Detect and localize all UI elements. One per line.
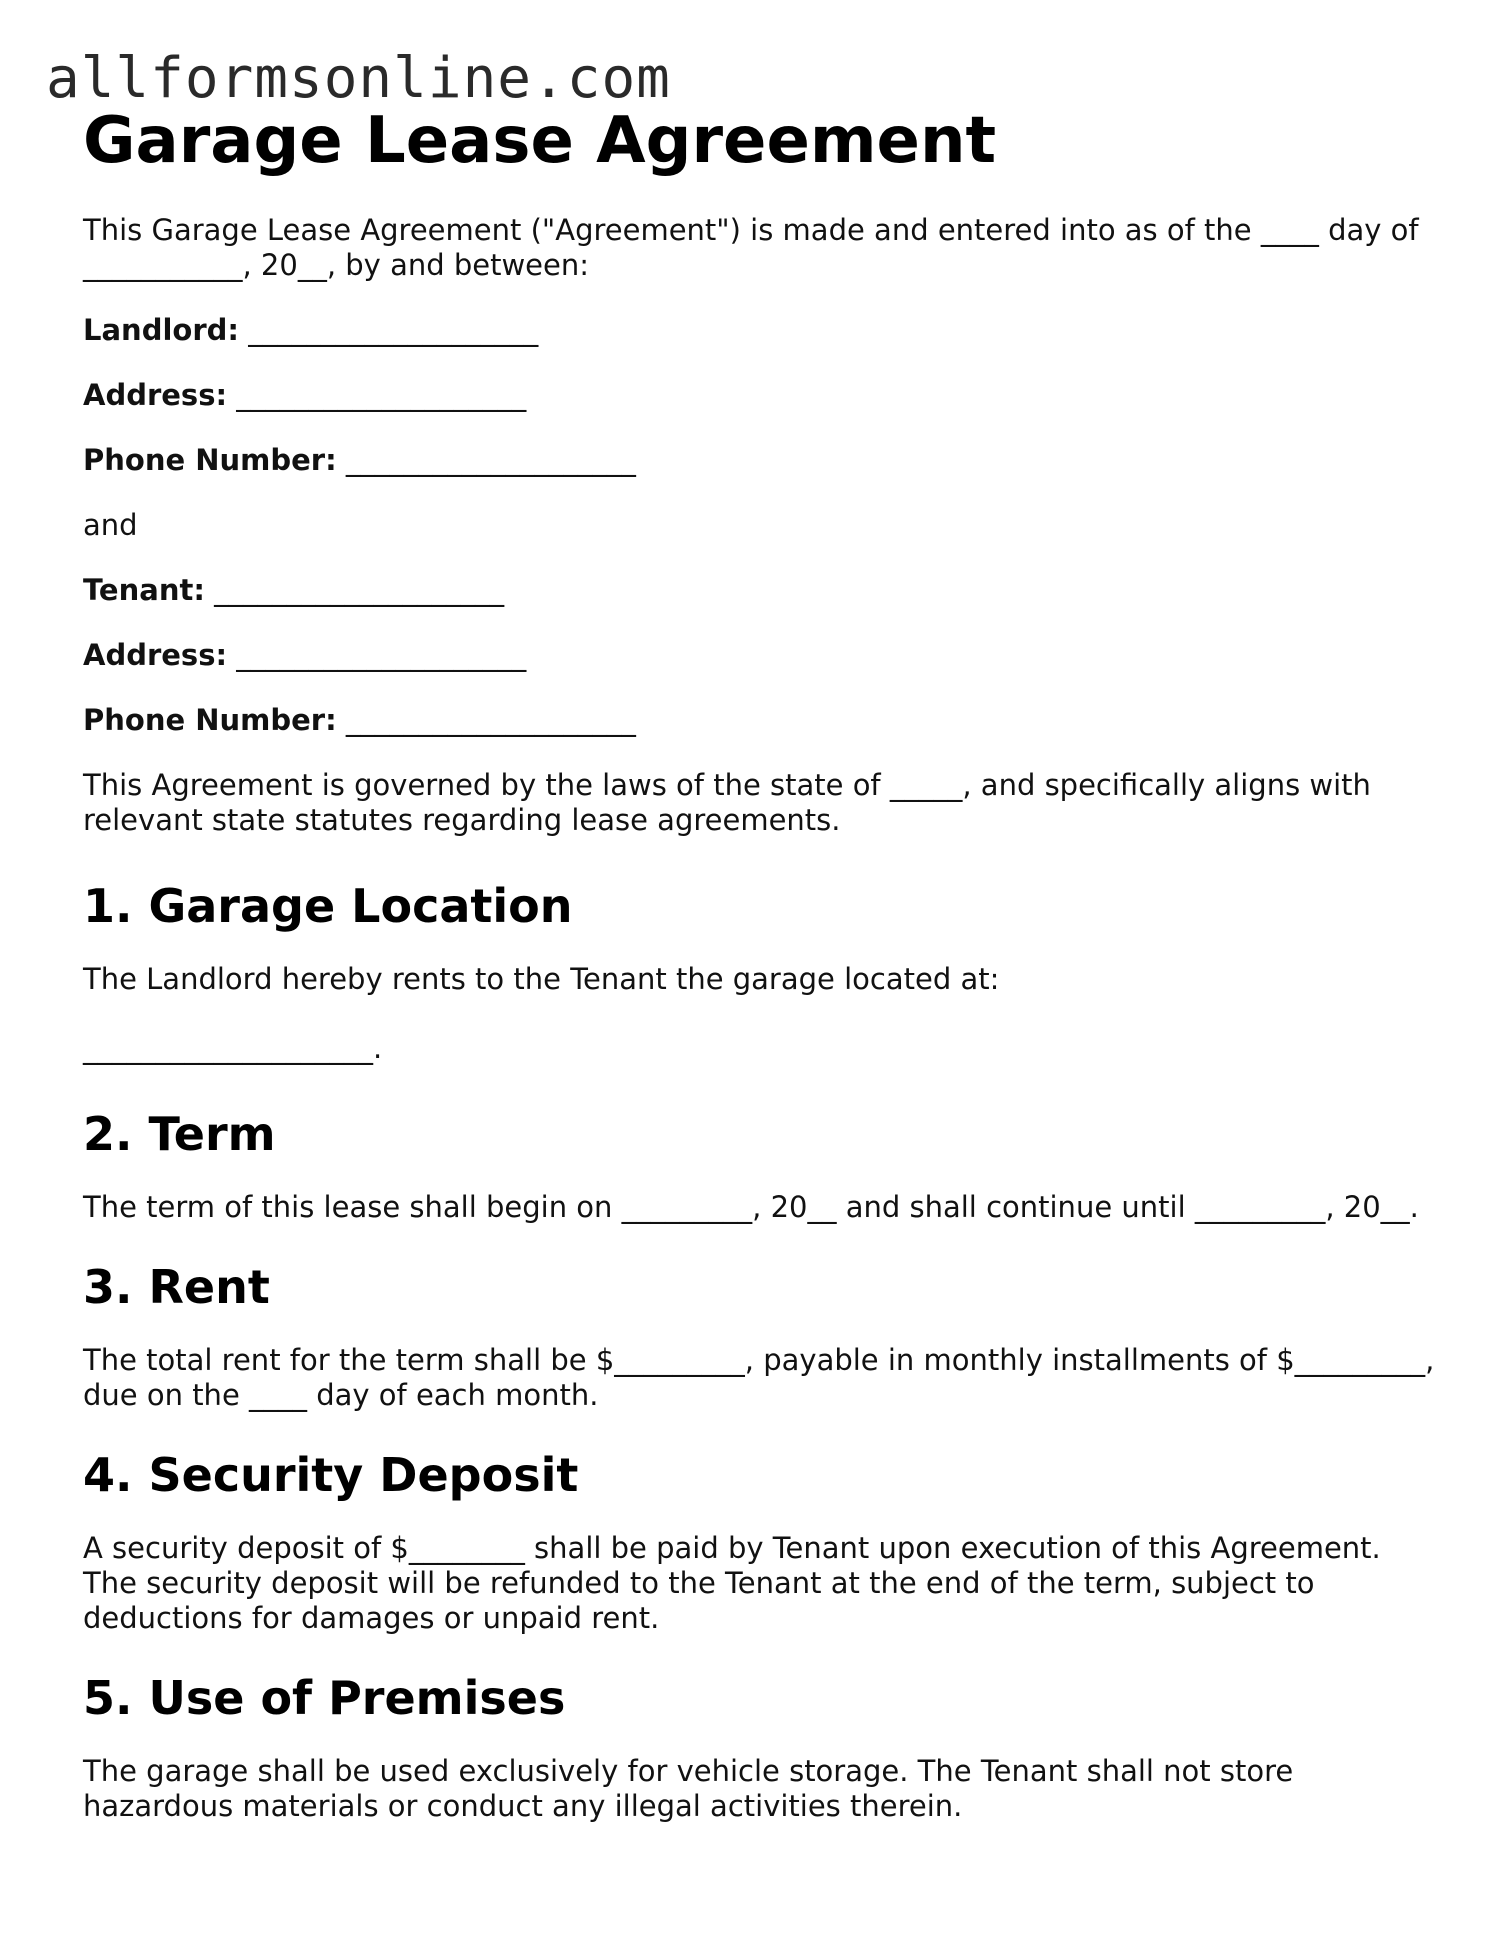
section-heading-term: 2. Term xyxy=(83,1107,276,1161)
watermark: allformsonline.com xyxy=(46,46,671,111)
section-text-use: The garage shall be used exclusively for vehicle storage. The Tenant shall not store hazardous materials or conduct any illegal activities therein. xyxy=(83,1754,1294,1823)
tenant-name-field xyxy=(83,573,1443,608)
section-heading-use: 5. Use of Premises xyxy=(83,1671,566,1725)
landlord-name-label: Landlord: xyxy=(83,313,239,347)
landlord-address-blank: ____________________ xyxy=(236,378,527,412)
section-heading-rent: 3. Rent xyxy=(83,1260,270,1314)
landlord-address-field xyxy=(83,378,1443,413)
landlord-address-label: Address: xyxy=(83,378,228,412)
section-text-deposit: A security deposit of $________ shall be paid by Tenant upon execution of this Agreement. The security deposit will be refunded to the Tenant at the end of the term, subject to deductions for damages or unpaid rent. xyxy=(83,1531,1381,1635)
landlord-phone-blank: ____________________ xyxy=(345,443,636,477)
and-connector: and xyxy=(83,508,138,542)
tenant-name-blank: ____________________ xyxy=(214,573,505,607)
document-title: Garage Lease Agreement xyxy=(83,104,997,178)
section-text-term: The term of this lease shall begin on _________, 20__ and shall continue until _________, 20__. xyxy=(83,1190,1419,1224)
tenant-phone-field xyxy=(83,703,1443,738)
landlord-phone-field xyxy=(83,443,1443,478)
location-blank: ____________________. xyxy=(83,1031,383,1065)
tenant-address-blank: ____________________ xyxy=(236,638,527,672)
section-heading-location: 1. Garage Location xyxy=(83,879,573,933)
tenant-phone-blank: ____________________ xyxy=(345,703,636,737)
tenant-phone-label: Phone Number: xyxy=(83,703,337,737)
landlord-name-field xyxy=(83,313,1443,348)
document-body xyxy=(83,100,1443,1824)
governing-law-paragraph: This Agreement is governed by the laws of the state of _____, and specifically aligns with relevant state statutes regarding lease agreements. xyxy=(83,768,1371,837)
landlord-name-blank: ____________________ xyxy=(248,313,539,347)
intro-paragraph: This Garage Lease Agreement ("Agreement") is made and entered into as of the ____ day of ___________, 20__, by and between: xyxy=(83,213,1419,282)
tenant-address-label: Address: xyxy=(83,638,228,672)
section-heading-deposit: 4. Security Deposit xyxy=(83,1448,579,1502)
section-text-location: The Landlord hereby rents to the Tenant the garage located at: xyxy=(83,962,1000,996)
tenant-name-label: Tenant: xyxy=(83,573,205,607)
section-text-rent: The total rent for the term shall be $_________, payable in monthly installments of $_________, due on the ____ day of each month. xyxy=(83,1343,1435,1412)
tenant-address-field xyxy=(83,638,1443,673)
landlord-phone-label: Phone Number: xyxy=(83,443,337,477)
